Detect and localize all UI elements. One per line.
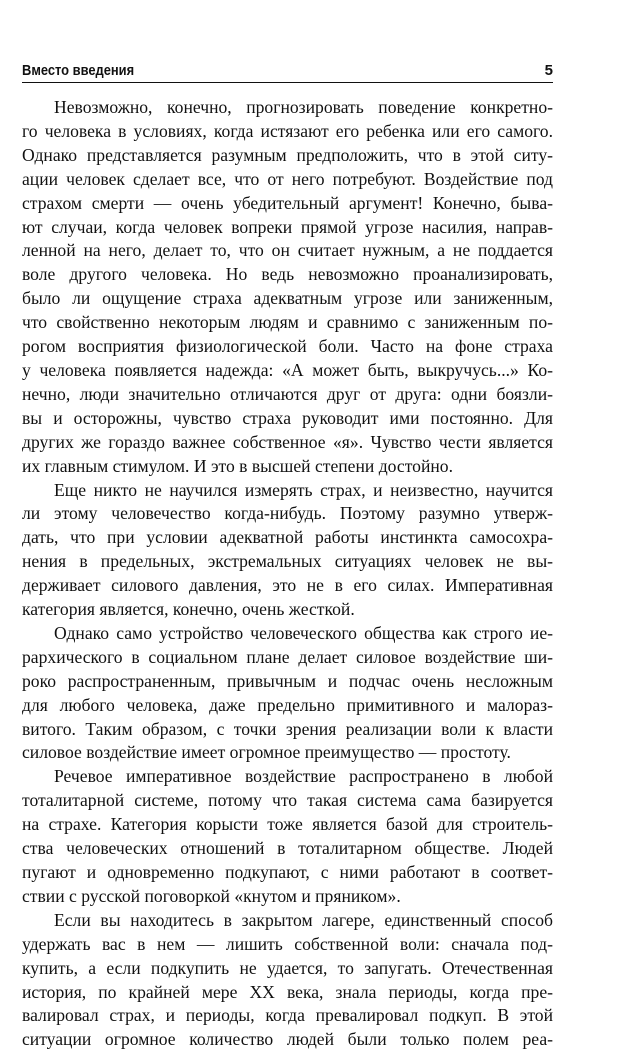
text-line: Если вы находитесь в закрытом лагере, единственный способ <box>54 909 553 930</box>
text-line: дать, что при условии адекватной работы инстинкта самосохра- <box>22 527 553 548</box>
text-line: Однако представляется разумным предположить, что в этой ситу- <box>22 144 553 165</box>
text-line: валировал страх, и периоды, когда превалировал подкуп. В этой <box>22 1005 553 1026</box>
text-line: ации человек сделает все, что от него потребуют. Воздействие под <box>22 168 553 189</box>
text-line: держивает силового давления, это не в его силах. Императивная <box>22 575 553 596</box>
paragraph <box>22 96 553 479</box>
text-line: других же гораздо важнее собственное «я». Чувство чести является <box>22 431 553 452</box>
paragraph <box>22 765 553 908</box>
text-line: тоталитарной системе, потому что такая система сама базируется <box>22 790 553 811</box>
text-line: Однако само устройство человеческого общества как строго ие- <box>54 622 553 643</box>
text-line: их главным стимулом. И это в высшей степени достойно. <box>22 455 453 476</box>
text-line: воле другого человека. Но ведь невозможно проанализировать, <box>22 264 553 285</box>
text-line: рогом восприятия физиологической боли. Часто на фоне страха <box>22 336 553 357</box>
paragraph <box>22 909 553 1052</box>
text-line: ства человеческих отношений в тоталитарном обществе. Людей <box>22 838 553 859</box>
text-line: категория является, конечно, очень жесткой. <box>22 599 355 620</box>
page-number: 5 <box>544 62 553 79</box>
text-line: было ли ощущение страха адекватным угрозе или заниженным, <box>22 288 553 309</box>
text-line: удержать вас в нем — лишить собственной воли: сначала под- <box>22 933 553 954</box>
text-line: ленной на него, делает то, что он считает нужным, а не поддается <box>22 240 553 261</box>
text-line: страхом смерти — очень убедительный аргумент! Конечно, быва- <box>22 192 553 213</box>
text-line: роко распространенным, привычным и подчас очень несложным <box>22 670 553 691</box>
text-line: что свойственно некоторым людям и сравнимо с заниженным по- <box>22 312 553 333</box>
text-line: Невозможно, конечно, прогнозировать поведение конкретно- <box>54 97 553 117</box>
text-line: рархического в социальном плане делает силовое воздействие ши- <box>22 646 553 667</box>
text-line: на страхе. Категория корысти тоже является базой для строитель- <box>22 814 553 835</box>
text-line: нечно, люди значительно отличаются друг от друга: одни боязли- <box>22 383 553 404</box>
text-line: ствии с русской поговоркой «кнутом и пряником». <box>22 885 401 906</box>
running-head <box>22 62 553 83</box>
text-line: ситуации огромное количество людей были только полем реа- <box>22 1029 553 1050</box>
paragraph <box>22 622 553 765</box>
text-line: го человека в условиях, когда истязают его ребенка или его самого. <box>22 120 553 141</box>
paragraph <box>22 479 553 622</box>
text-line: история, по крайней мере XX века, знала периоды, когда пре- <box>22 981 553 1002</box>
text-line: витого. Таким образом, с точки зрения реализации воли к власти <box>22 718 553 739</box>
text-line: нения в предельных, экстремальных ситуациях человек не вы- <box>22 551 553 572</box>
body-text <box>22 96 553 1052</box>
text-line: силовое воздействие имеет огромное преимущество — простоту. <box>22 742 511 763</box>
text-line: купить, а если подкупить не удается, то запугать. Отечественная <box>22 957 553 978</box>
text-line: вы и осторожны, чувство страха руководит ими постоянно. Для <box>22 407 553 428</box>
text-line: ли этому человечество когда-нибудь. Поэтому разумно утверж- <box>22 503 553 524</box>
section-title: Вместо введения <box>22 62 135 79</box>
text-line: пугают и одновременно подкупают, с ними работают в соответ- <box>22 862 553 882</box>
text-line: для любого человека, даже предельно примитивного и малораз- <box>22 694 553 715</box>
text-line: у человека появляется надежда: «А может быть, выкручусь...» Ко- <box>22 359 553 380</box>
text-line: ют случаи, когда человек вопреки прямой угрозе насилия, направ- <box>22 216 553 237</box>
text-line: Речевое императивное воздействие распространено в любой <box>54 766 553 787</box>
text-line: Еще никто не научился измерять страх, и неизвестно, научится <box>54 479 553 500</box>
